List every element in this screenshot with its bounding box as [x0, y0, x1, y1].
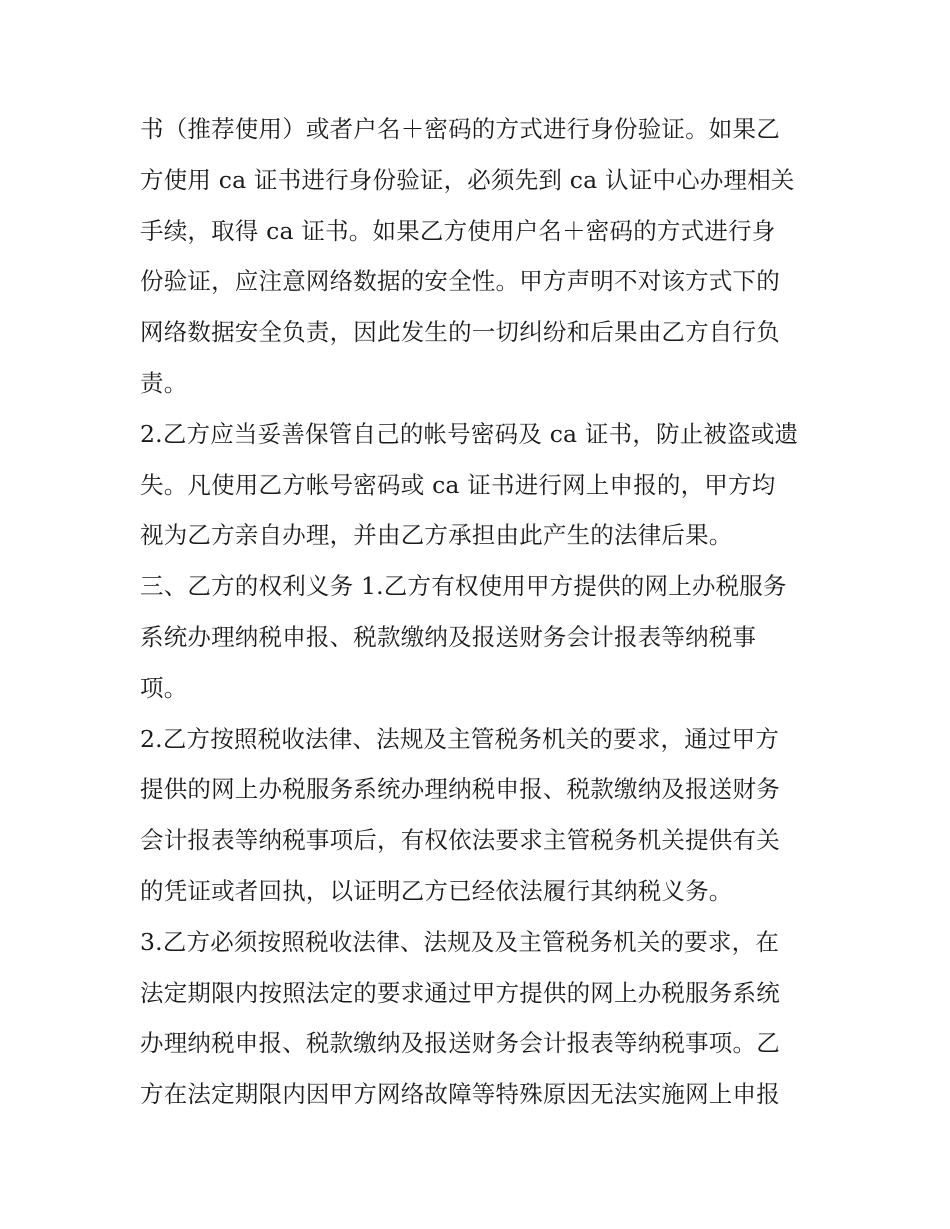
- text-line-7: 2.乙方应当妥善保管自己的帐号密码及 ca 证书，防止被盗或遗: [140, 419, 799, 448]
- document-body: [140, 104, 820, 1120]
- text-line-10: 三、乙方的权利义务 1.乙方有权使用甲方提供的网上办税服务: [140, 572, 787, 601]
- text-line-1: 书（推荐使用）或者户名＋密码的方式进行身份验证。如果乙: [140, 115, 780, 143]
- text-line-16: 的凭证或者回执，以证明乙方已经依法履行其纳税义务。: [140, 876, 733, 905]
- text-line-9: 视为乙方亲自办理，并由乙方承担由此产生的法律后果。: [140, 521, 733, 550]
- text-line-8: 失。凡使用乙方帐号密码或 ca 证书进行网上申报的，甲方均: [140, 470, 776, 499]
- text-line-15: 会计报表等纳税事项后，有权依法要求主管税务机关提供有关: [140, 826, 780, 855]
- text-line-13: 2.乙方按照税收法律、法规及主管税务机关的要求，通过甲方: [140, 724, 780, 753]
- text-line-4: 份验证，应注意网络数据的安全性。甲方声明不对该方式下的: [140, 267, 780, 296]
- text-line-2: 方使用 ca 证书进行身份验证，必须先到 ca 认证中心办理相关: [140, 165, 795, 194]
- text-line-3: 手续，取得 ca 证书。如果乙方使用户名＋密码的方式进行身: [140, 216, 776, 245]
- text-line-14: 提供的网上办税服务系统办理纳税申报、税款缴纳及报送财务: [140, 775, 780, 804]
- text-line-11: 系统办理纳税申报、税款缴纳及报送财务会计报表等纳税事: [140, 622, 757, 651]
- text-line-20: 方在法定期限内因甲方网络故障等特殊原因无法实施网上申报: [140, 1080, 780, 1109]
- text-line-12: 项。: [140, 673, 188, 702]
- text-line-17: 3.乙方必须按照税收法律、法规及及主管税务机关的要求，在: [140, 927, 780, 956]
- text-line-18: 法定期限内按照法定的要求通过甲方提供的网上办税服务系统: [140, 978, 780, 1007]
- text-line-6: 责。: [140, 368, 188, 397]
- text-line-19: 办理纳税申报、税款缴纳及报送财务会计报表等纳税事项。乙: [140, 1029, 780, 1058]
- text-line-5: 网络数据安全负责，因此发生的一切纠纷和后果由乙方自行负: [140, 318, 780, 347]
